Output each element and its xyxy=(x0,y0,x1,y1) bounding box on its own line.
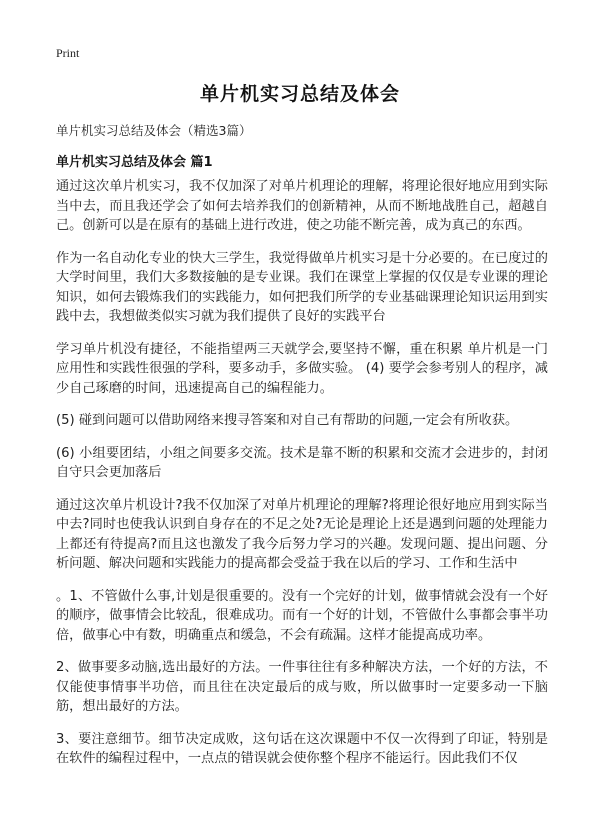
paragraph-8: 2、做事要多动脑,选出最好的方法。一件事往往有多种解决方法，一个好的方法，不仅能使事情事半功倍，而且往在决定最后的成与败，所以做事时一定要多动一下脑筋，想出最好的方法。 xyxy=(56,660,548,714)
section-heading: 单片机实习总结及体会 篇1 xyxy=(56,155,213,170)
paragraph-7: 。1、不管做什么事,计划是很重要的。没有一个完好的计划，做事情就会没有一个好的顺序，做事情会比较乱，很难成功。而有一个好的计划，不管做什么事都会事半功倍，做事心中有数，明确重点和缓急，不会有疏漏。这样才能提高成功率。 xyxy=(56,588,548,643)
paragraph-1: 通过这次单片机实习，我不仅加深了对单片机理论的理解，将理论很好地应用到实际当中去，而且我还学会了如何去培养我们的创新精神，从而不断地战胜自己，超越自己。创新可以是在原有的基础上进行改进，使之功能不断完善，成为真己的东西。 xyxy=(56,179,548,233)
paragraph-2: 作为一名自动化专业的快大三学生，我觉得做单片机实习是十分必要的。在已度过的大学时间里，我们大多数接触的是专业课。我们在课堂上掌握的仅仅是专业课的理论知识，如何去锻炼我们的实践能力，如何把我们所学的专业基础课理论知识运用到实践中去，我想做类似实习就为我们提供了良好的实践平台 xyxy=(56,250,548,324)
paragraph-4: (5) 碰到问题可以借助网络来搜寻答案和对自己有帮助的问题,一定会有所收获。 xyxy=(56,413,519,428)
document-title: 单片机实习总结及体会 xyxy=(199,83,400,105)
paragraph-5: (6) 小组要团结，小组之间要多交流。技术是靠不断的积累和交流才会进步的，封闭自守只会更加落后 xyxy=(56,445,548,480)
paragraph-9: 3、要注意细节。细节决定成败，这句话在这次课题中不仅一次得到了印证，特别是在软件的编程过程中，一点点的错误就会使你整个程序不能运行。因此我们不仅 xyxy=(56,731,548,766)
document-subtitle: 单片机实习总结及体会（精选3篇） xyxy=(56,123,252,138)
print-link[interactable]: Print xyxy=(56,46,80,60)
article-body xyxy=(56,177,548,782)
paragraph-3: 学习单片机没有捷径，不能指望两三天就学会,要坚持不懈，重在积累 单片机是一门应用性和实践性很强的学科，要多动手，多做实验。 (4) 要学会参考别人的程序，减少自己琢磨的时间，迅速提高自己的编程能力。 xyxy=(56,341,548,396)
paragraph-6: 通过这次单片机设计?我不仅加深了对单片机理论的理解?将理论很好地应用到实际当中去?同时也使我认识到自身存在的不足之处?无论是理论上还是遇到问题的处理能力上都还有待提高?而且这也激发了我今后努力学习的兴趣。发现问题、提出问题、分析问题、解决问题和实践能力的提高都会受益于我在以后的学习、工作和生活中 xyxy=(56,497,548,571)
